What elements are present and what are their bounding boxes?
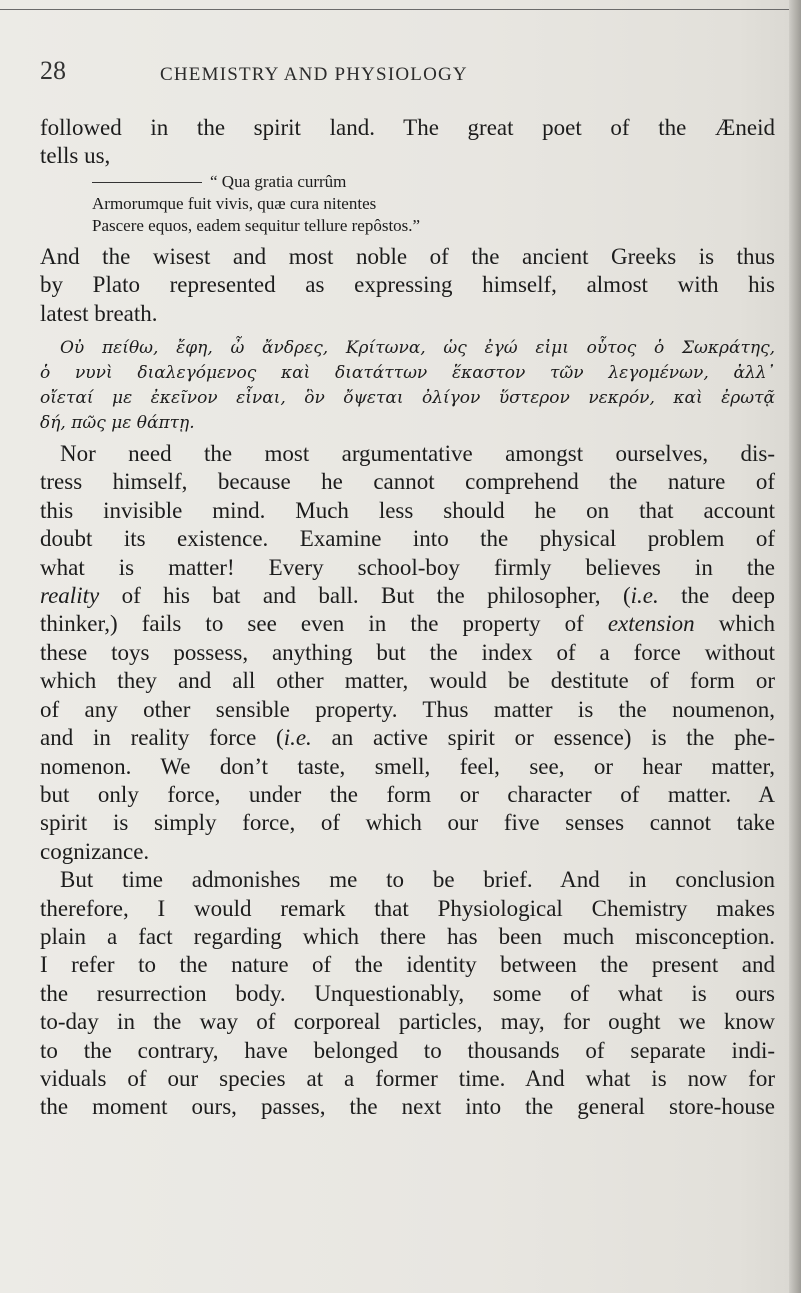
paragraph-but bbox=[40, 866, 775, 1122]
text-line: but only force, under the form or character of matter. A bbox=[40, 781, 775, 807]
greek-line: δή, πῶς με θάπτῃ. bbox=[40, 413, 195, 434]
latin-quotation bbox=[92, 171, 775, 237]
text-line: plain a fact regarding which there has been much misconception. bbox=[40, 923, 775, 949]
text-line: reality of his bat and ball. But the philosopher, (i.e. the deep bbox=[40, 583, 776, 609]
page-number: 28 bbox=[40, 56, 66, 85]
text-line: nomenon. We don’t taste, smell, feel, see, or hear matter, bbox=[40, 753, 775, 779]
text-line: latest breath. bbox=[40, 300, 158, 326]
body-text bbox=[40, 114, 775, 1122]
text-line: of any other sensible property. Thus matter is the noumenon, bbox=[40, 696, 775, 722]
text-line: thinker,) fails to see even in the property of extension which bbox=[40, 611, 775, 637]
text-line: to the contrary, have belonged to thousands of separate indi- bbox=[40, 1037, 775, 1063]
running-title: CHEMISTRY AND PHYSIOLOGY bbox=[160, 64, 468, 85]
text-line: But time admonishes me to be brief. And in conclusion bbox=[60, 867, 775, 893]
text-line: doubt its existence. Examine into the physical problem of bbox=[40, 526, 775, 552]
text-line: tress himself, because he cannot comprehend the nature of bbox=[40, 469, 775, 495]
text-line: cognizance. bbox=[40, 838, 150, 864]
text-line: I refer to the nature of the identity between the present and bbox=[40, 952, 775, 978]
text-line: these toys possess, anything but the index of a force without bbox=[40, 639, 775, 665]
greek-line: Οὐ πείθω, ἔφη, ὦ ἄνδρες, Κρίτωνα, ὡς ἐγώ εἰμι οὗτος ὁ Σωκράτης, bbox=[60, 338, 775, 359]
text-line: And the wisest and most noble of the ancient Greeks is thus bbox=[40, 243, 775, 269]
top-rule bbox=[0, 0, 790, 10]
quote-line: Pascere equos, eadem sequitur tellure repôstos.” bbox=[92, 215, 421, 235]
text-line: which they and all other matter, would be destitute of form or bbox=[40, 668, 775, 694]
text-line: Nor need the most argumentative amongst ourselves, dis- bbox=[60, 441, 775, 467]
quote-line: Armorumque fuit vivis, quæ cura nitentes bbox=[92, 193, 377, 213]
paragraph-nor bbox=[40, 440, 775, 866]
greek-quotation bbox=[40, 336, 775, 436]
text-line: what is matter! Every school-boy firmly believes in the bbox=[40, 554, 775, 580]
text-line: the resurrection body. Unquestionably, some of what is ours bbox=[40, 980, 775, 1006]
text-line: to-day in the way of corporeal particles, may, for ought we know bbox=[40, 1009, 775, 1035]
text-line: and in reality force (i.e. an active spirit or essence) is the phe- bbox=[40, 725, 775, 751]
quote-dash bbox=[92, 182, 202, 183]
greek-line: ὁ νυνὶ διαλεγόμενος καὶ διατάττων ἕκαστον τῶν λεγομένων, ἀλλ᾽ bbox=[40, 363, 775, 384]
text-line: followed in the spirit land. The great poet of the Æneid bbox=[40, 115, 775, 140]
page-edge-shadow bbox=[789, 0, 801, 1293]
text-line: the moment ours, passes, the next into the general store-house bbox=[40, 1094, 775, 1120]
text-line: therefore, I would remark that Physiological Chemistry makes bbox=[40, 895, 775, 921]
greek-line: οἴεταί με ἐκεῖνον εἶναι, ὃν ὄψεται ὀλίγον ὕστερον νεκρόν, καὶ ἐρωτᾷ bbox=[40, 388, 775, 409]
text-line: by Plato represented as expressing himself, almost with his bbox=[40, 272, 775, 298]
text-line: tells us, bbox=[40, 143, 111, 169]
text-line: viduals of our species at a former time. And what is now for bbox=[40, 1065, 775, 1091]
text-line: spirit is simply force, of which our five senses cannot take bbox=[40, 810, 775, 836]
text-line: this invisible mind. Much less should he on that account bbox=[40, 497, 775, 523]
paragraph-greeks bbox=[40, 243, 775, 328]
quote-line: “ Qua gratia currûm bbox=[92, 171, 775, 193]
